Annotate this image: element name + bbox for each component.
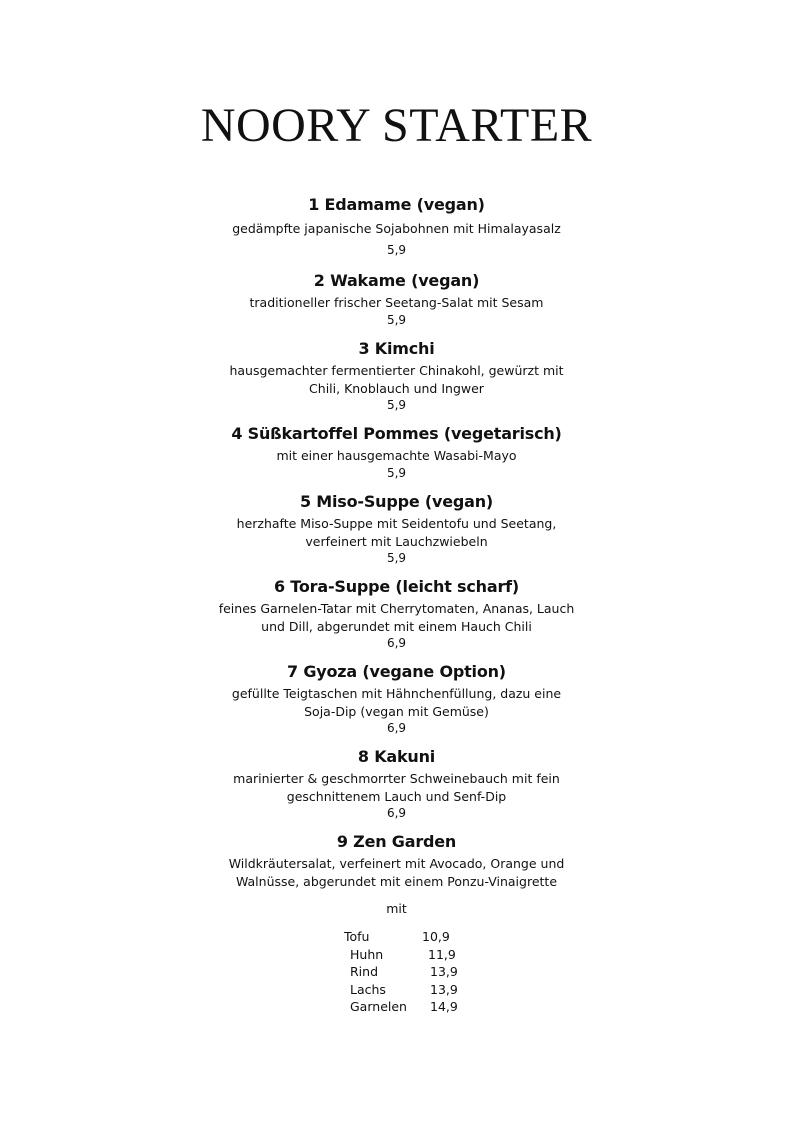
option-row: [344, 963, 458, 981]
menu-item: [0, 338, 793, 414]
option-name: Huhn: [350, 946, 384, 962]
item-description: marinierter & geschmorrter Schweinebauch mit fein geschnittenem Lauch und Senf-Dip: [233, 771, 560, 804]
option-name: Rind: [350, 964, 379, 979]
item-name: 3 Kimchi: [358, 339, 435, 358]
item-price: 5,9: [386, 551, 407, 565]
menu-item: [0, 746, 793, 822]
option-row: [344, 981, 458, 999]
option-name: Lachs: [350, 981, 386, 997]
option-name: Garnelen: [350, 999, 407, 1014]
item-name: 4 Süßkartoffel Pommes (vegetarisch): [231, 424, 562, 443]
option-row: [344, 946, 458, 964]
item-description: Wildkräutersalat, verfeinert mit Avocado, Orange und Walnüsse, abgerundet mit einem Ponzu-Vinaigrette: [228, 856, 565, 889]
option-price: 10,9: [422, 929, 450, 944]
option-price: 14,9: [430, 999, 458, 1014]
item-description: herzhafte Miso-Suppe mit Seidentofu und Seetang, verfeinert mit Lauchzwiebeln: [236, 516, 557, 549]
item-name: 2 Wakame (vegan): [313, 271, 480, 290]
item-description: gefüllte Teigtaschen mit Hähnchenfüllung, dazu eine Soja-Dip (vegan mit Gemüse): [231, 686, 562, 719]
option-price: 13,9: [430, 964, 458, 979]
item-name: 6 Tora-Suppe (leicht scharf): [273, 577, 520, 596]
option-price: 13,9: [430, 981, 458, 997]
menu-item: [0, 423, 793, 482]
item-description: feines Garnelen-Tatar mit Cherrytomaten, Ananas, Lauch und Dill, abgerundet mit einem Hauch Chili: [218, 601, 575, 634]
option-name: Tofu: [344, 929, 370, 944]
menu-item: [0, 661, 793, 737]
item-description: hausgemachter fermentierter Chinakohl, gewürzt mit Chili, Knoblauch und Ingwer: [229, 363, 564, 396]
menu-item: [0, 576, 793, 652]
item-price: 5,9: [386, 465, 407, 480]
item-description: gedämpfte japanische Sojabohnen mit Himalayasalz: [232, 221, 561, 236]
options-label: mit: [386, 901, 407, 916]
menu-item: [0, 491, 793, 567]
menu-item: [0, 831, 793, 890]
item-name: 8 Kakuni: [357, 747, 436, 766]
item-price: 6,9: [386, 806, 407, 820]
option-price: 11,9: [428, 946, 456, 962]
item-name: 1 Edamame (vegan): [308, 195, 485, 214]
item-price: 5,9: [386, 398, 407, 412]
item-name: 5 Miso-Suppe (vegan): [299, 492, 494, 511]
item-price: 5,9: [386, 312, 407, 327]
option-row: [344, 998, 458, 1016]
item-description: mit einer hausgemachte Wasabi-Mayo: [276, 448, 517, 463]
item-price: 5,9: [386, 242, 407, 257]
item-description: traditioneller frischer Seetang-Salat mit Sesam: [249, 295, 544, 310]
option-row: [344, 928, 458, 946]
page-title: NOORY STARTER: [200, 99, 593, 152]
option-list: [344, 928, 458, 1016]
menu-item: [0, 194, 793, 259]
menu-item: [0, 270, 793, 329]
item-name: 9 Zen Garden: [336, 832, 457, 851]
item-price: 6,9: [386, 721, 407, 735]
item-price: 6,9: [386, 636, 407, 650]
item-name: 7 Gyoza (vegane Option): [287, 662, 506, 681]
